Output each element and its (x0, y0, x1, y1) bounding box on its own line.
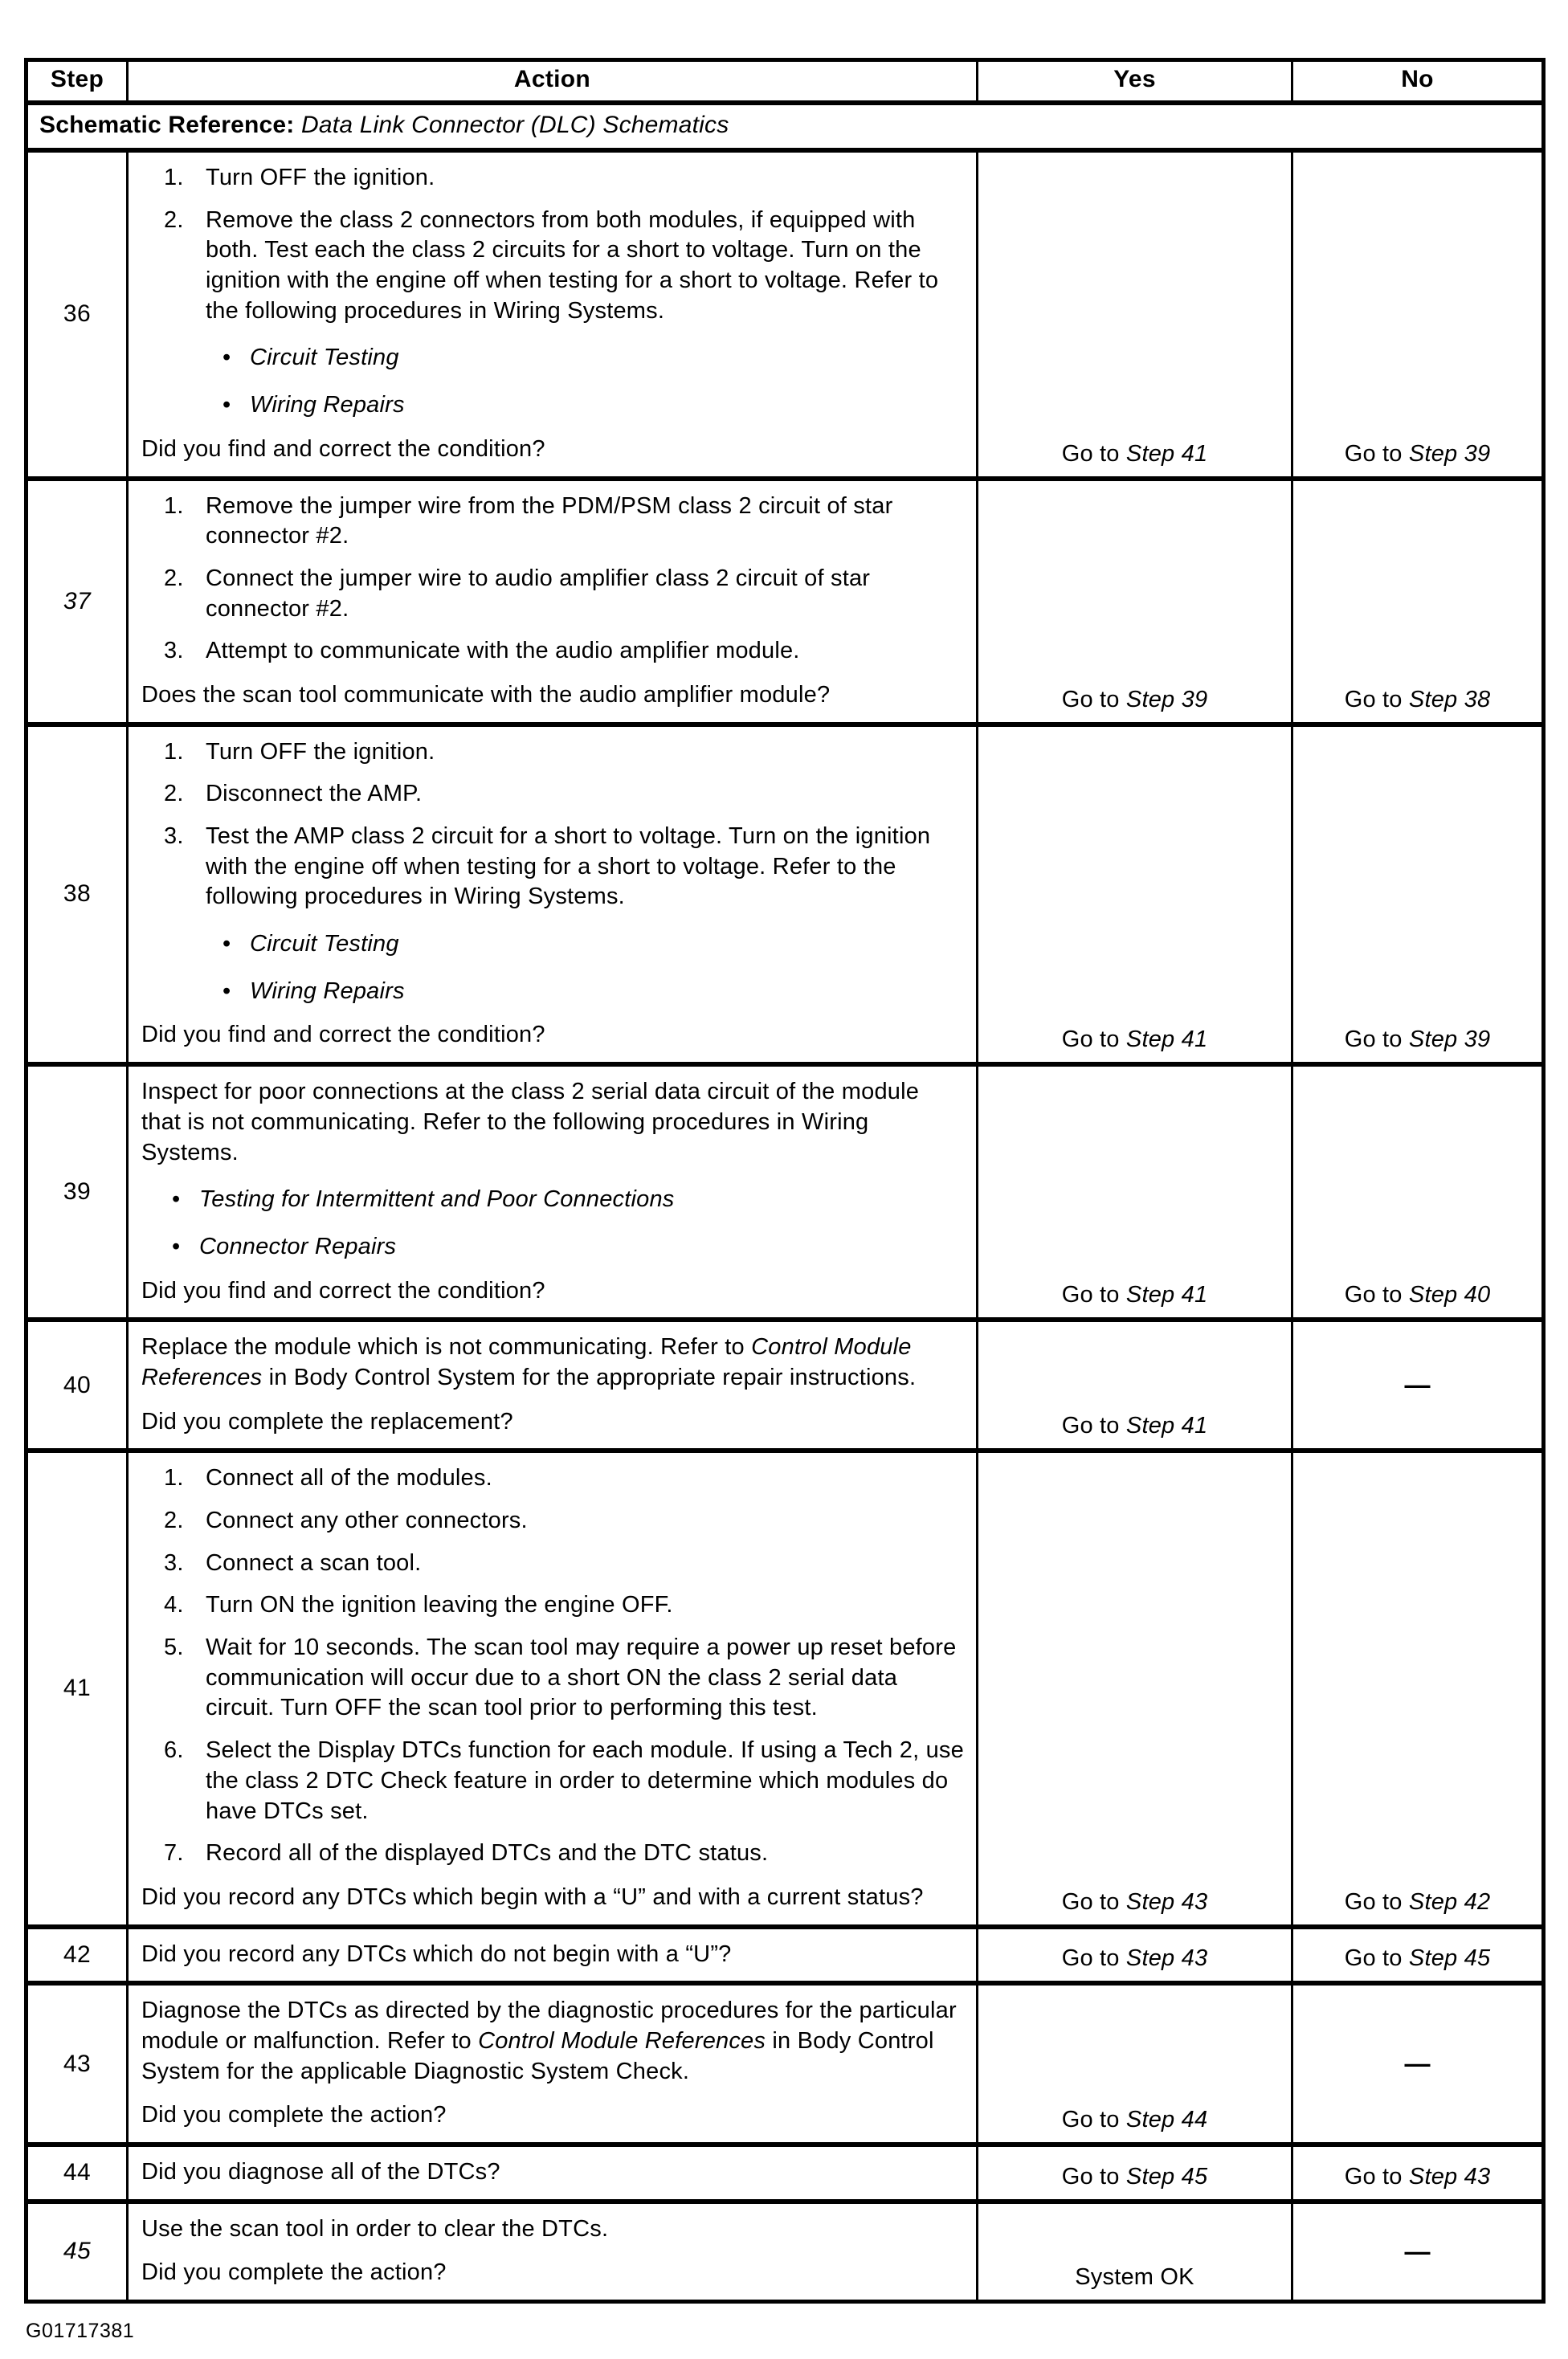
action-cell (126, 1067, 976, 1317)
step-number: 44 (63, 2159, 92, 2186)
item-number: 2. (164, 565, 184, 591)
yes-cell (976, 1453, 1291, 1924)
question-text: Did you record any DTCs which do not begin with a “U”? (141, 1941, 732, 1967)
goto-target: Step 41 (1125, 1282, 1208, 1308)
goto-target: Step 39 (1408, 440, 1491, 467)
item-number: 7. (164, 1840, 184, 1867)
goto-text (1062, 687, 1208, 713)
goto-target: Step 41 (1125, 1413, 1208, 1439)
action-text-reference: Control Module References (478, 2027, 766, 2054)
goto-prefix: Go to (1344, 1945, 1403, 1972)
header-row (28, 62, 1541, 100)
goto-text (1345, 441, 1491, 467)
yes-cell (976, 153, 1291, 476)
item-number: 2. (164, 781, 184, 807)
bullet-item (141, 1232, 968, 1263)
item-text: Remove the class 2 connectors from both modules, if equipped with both. Test each the class 2 circuits for a short to voltage. Turn on the ignition with the engine off when testing for a short to voltage. Refer to the following procedures in Wiring Systems. (206, 206, 939, 324)
no-cell (1291, 2204, 1541, 2300)
goto-text (1062, 2107, 1208, 2133)
bullet-icon: • (223, 345, 231, 371)
item-number: 1. (164, 165, 184, 190)
action-text: Inspect for poor connections at the class 2 serial data circuit of the module that is not communicating. Refer to the following procedures in Wiring Systems. (141, 1079, 920, 1165)
diagnostic-table (24, 58, 1546, 2304)
no-cell (1291, 1986, 1541, 2142)
action-item (141, 492, 968, 552)
goto-target: Step 45 (1125, 2163, 1208, 2190)
item-text: Connect the jumper wire to audio amplifier class 2 circuit of star connector #2. (206, 565, 871, 622)
item-text: Remove the jumper wire from the PDM/PSM class 2 circuit of star connector #2. (206, 492, 893, 549)
action-item (141, 1590, 968, 1621)
bullet-text: Testing for Intermittent and Poor Connections (199, 1186, 675, 1213)
action-cell (126, 2204, 976, 2300)
header-action: Action (126, 62, 976, 100)
goto-prefix: Go to (1344, 686, 1403, 712)
goto-target: Step 43 (1125, 1945, 1208, 1972)
action-item (141, 163, 968, 194)
bullet-icon: • (223, 392, 231, 418)
header-step: Step (50, 66, 104, 92)
goto-text (1345, 1889, 1491, 1916)
schematic-value: Data Link Connector (DLC) Schematics (301, 112, 729, 138)
item-number: 3. (164, 1549, 184, 1576)
yes-cell (976, 727, 1291, 1063)
goto-prefix: Go to (1061, 2107, 1120, 2132)
no-cell (1291, 1453, 1541, 1924)
action-text-reference: Control Module References (141, 1334, 912, 1390)
goto-target: Step 42 (1408, 1888, 1491, 1915)
header-no: No (1291, 62, 1541, 100)
question-text: Did you find and correct the condition? (141, 435, 545, 462)
goto-prefix: Go to (1061, 1413, 1120, 1439)
no-cell (1291, 1929, 1541, 1981)
question-text: Did you complete the action? (141, 2102, 447, 2128)
item-number: 2. (164, 206, 184, 233)
action-cell (126, 1986, 976, 2142)
question-text: Did you complete the action? (141, 2259, 447, 2286)
item-text: Select the Display DTCs function for each module. If using a Tech 2, use the class 2 DTC Check feature in order to determine which modules do have DTCs set. (206, 1737, 964, 1824)
action-item (141, 1736, 968, 1826)
goto-prefix: Go to (1344, 1888, 1403, 1915)
goto-prefix: Go to (1061, 1282, 1120, 1308)
goto-prefix: Go to (1061, 686, 1120, 712)
goto-text (1062, 1945, 1208, 1972)
row-step-43 (28, 1981, 1541, 2142)
goto-target: Step 39 (1408, 1026, 1491, 1053)
schematic-reference-row (28, 100, 1541, 148)
goto-text (1345, 687, 1491, 713)
action-item (141, 1506, 968, 1537)
item-text: Wait for 10 seconds. The scan tool may require a power up reset before communication will occur due to a short ON the class 2 serial data circuit. Turn OFF the scan tool prior to performing this test. (206, 1635, 957, 1721)
row-step-42 (28, 1924, 1541, 1981)
goto-target: Step 45 (1408, 1945, 1491, 1972)
row-step-44 (28, 2142, 1541, 2199)
question-text: Did you complete the replacement? (141, 1408, 513, 1435)
goto-text (1062, 1026, 1208, 1053)
bullet-icon: • (172, 1186, 181, 1213)
item-number: 1. (164, 1465, 184, 1492)
question-text: Did you find and correct the condition? (141, 1022, 545, 1048)
goto-text (1345, 1945, 1491, 1972)
item-text: Record all of the displayed DTCs and the DTC status. (206, 1840, 769, 1867)
question-text: Did you diagnose all of the DTCs? (141, 2159, 500, 2185)
yes-cell (976, 1067, 1291, 1317)
schematic-reference (28, 105, 1541, 148)
action-text-post: in Body Control System for the appropriate repair instructions. (268, 1364, 917, 1390)
item-number: 2. (164, 1508, 184, 1533)
bullet-icon: • (223, 977, 231, 1004)
bullet-text: Connector Repairs (199, 1233, 397, 1259)
bullet-item (141, 343, 968, 373)
goto-target: Step 44 (1125, 2107, 1208, 2132)
action-text (141, 1996, 968, 2087)
goto-text (1345, 2164, 1491, 2190)
step-number: 42 (63, 1941, 92, 1968)
goto-text (1062, 2164, 1208, 2190)
item-text: Attempt to communicate with the audio amplifier module. (206, 638, 800, 664)
goto-text (1062, 441, 1208, 467)
step-number: 41 (63, 1675, 92, 1702)
bullet-text: Wiring Repairs (250, 392, 405, 418)
goto-text (1345, 1026, 1491, 1053)
question-text: Did you record any DTCs which begin with a “U” and with a current status? (141, 1884, 924, 1910)
question-text: Does the scan tool communicate with the audio amplifier module? (141, 681, 831, 708)
dash: — (1404, 2049, 1431, 2079)
goto-prefix: Go to (1344, 2163, 1403, 2190)
goto-prefix: Go to (1344, 440, 1403, 467)
bullet-item (141, 929, 968, 960)
row-step-37 (28, 476, 1541, 722)
action-text-pre: Replace the module which is not communicating. Refer to (141, 1334, 745, 1361)
dash: — (1404, 2236, 1431, 2266)
action-cell (126, 1453, 976, 1924)
yes-cell (976, 2147, 1291, 2199)
action-cell (126, 481, 976, 722)
bullet-text: Circuit Testing (250, 931, 399, 957)
bullet-text: Wiring Repairs (250, 977, 405, 1004)
row-step-38 (28, 722, 1541, 1063)
step-number: 40 (63, 1371, 92, 1398)
item-number: 4. (164, 1592, 184, 1618)
dash: — (1404, 1370, 1431, 1400)
question-text: Did you find and correct the condition? (141, 1277, 545, 1304)
action-item (141, 737, 968, 768)
action-item (141, 1549, 968, 1579)
item-text: Test the AMP class 2 circuit for a short to voltage. Turn on the ignition with the engine off when testing for a short to voltage. Refer to the following procedures in Wiring Systems. (206, 823, 931, 910)
goto-target: Step 43 (1125, 1888, 1208, 1915)
result-text (1075, 2264, 1194, 2291)
no-cell (1291, 481, 1541, 722)
item-text: Disconnect the AMP. (206, 781, 423, 807)
action-item (141, 564, 968, 624)
action-text-pre: Diagnose the DTCs as directed by the diagnostic procedures for the particular module or malfunction. Refer to (141, 1998, 957, 2054)
bullet-icon: • (172, 1233, 181, 1259)
item-text: Turn ON the ignition leaving the engine OFF. (206, 1592, 673, 1618)
yes-cell (976, 1986, 1291, 2142)
no-cell (1291, 1322, 1541, 1448)
goto-prefix: Go to (1061, 2163, 1120, 2190)
item-text: Connect a scan tool. (206, 1549, 422, 1576)
action-item (141, 1839, 968, 1869)
action-item (141, 822, 968, 912)
item-text: Connect all of the modules. (206, 1465, 492, 1492)
action-item (141, 1633, 968, 1724)
system-ok-text: System OK (1075, 2264, 1194, 2291)
item-text: Turn OFF the ignition. (206, 165, 435, 190)
bullet-icon: • (223, 931, 231, 957)
item-number: 5. (164, 1635, 184, 1661)
item-number: 1. (164, 492, 184, 519)
row-step-45 (28, 2199, 1541, 2300)
step-number: 39 (63, 1178, 92, 1206)
action-cell (126, 1929, 976, 1981)
header-yes: Yes (976, 62, 1291, 100)
goto-target: Step 41 (1125, 440, 1208, 467)
goto-text (1345, 1282, 1491, 1308)
item-number: 3. (164, 638, 184, 664)
action-item (141, 779, 968, 810)
item-number: 1. (164, 738, 184, 765)
goto-text (1062, 1413, 1208, 1439)
goto-prefix: Go to (1344, 1026, 1403, 1053)
goto-prefix: Go to (1061, 440, 1120, 467)
item-text: Connect any other connectors. (206, 1508, 528, 1533)
goto-text (1062, 1282, 1208, 1308)
row-step-36 (28, 148, 1541, 476)
goto-prefix: Go to (1061, 1026, 1120, 1053)
goto-target: Step 39 (1125, 686, 1208, 712)
bullet-text: Circuit Testing (250, 345, 399, 371)
goto-text (1062, 1889, 1208, 1916)
step-number: 38 (63, 880, 92, 908)
yes-cell (976, 2204, 1291, 2300)
row-step-40 (28, 1317, 1541, 1448)
bullet-item (141, 1185, 968, 1215)
action-cell (126, 153, 976, 476)
schematic-label: Schematic Reference: (39, 112, 295, 138)
action-text: Use the scan tool in order to clear the DTCs. (141, 2215, 609, 2242)
item-number: 6. (164, 1737, 184, 1764)
yes-cell (976, 1929, 1291, 1981)
row-step-41 (28, 1448, 1541, 1924)
no-cell (1291, 153, 1541, 476)
goto-target: Step 41 (1125, 1026, 1208, 1053)
goto-target: Step 38 (1408, 686, 1491, 712)
bullet-item (141, 977, 968, 1007)
yes-cell (976, 1322, 1291, 1448)
goto-target: Step 40 (1408, 1282, 1491, 1308)
step-number: 36 (63, 300, 92, 328)
figure-code: G01717381 (26, 2320, 135, 2343)
action-text (141, 1333, 968, 1393)
action-cell (126, 1322, 976, 1448)
yes-cell (976, 481, 1291, 722)
action-text-post: in Body Control System for the applicable Diagnostic System Check. (141, 2027, 934, 2084)
no-cell (1291, 1067, 1541, 1317)
goto-prefix: Go to (1061, 1945, 1120, 1972)
action-item (141, 1463, 968, 1494)
action-item (141, 206, 968, 327)
item-text: Turn OFF the ignition. (206, 738, 435, 765)
goto-prefix: Go to (1344, 1282, 1403, 1308)
action-cell (126, 727, 976, 1063)
no-cell (1291, 727, 1541, 1063)
goto-prefix: Go to (1061, 1888, 1120, 1915)
bullet-item (141, 390, 968, 421)
row-step-39 (28, 1062, 1541, 1317)
no-cell (1291, 2147, 1541, 2199)
item-number: 3. (164, 823, 184, 849)
action-item (141, 636, 968, 667)
step-number: 37 (63, 587, 92, 614)
step-number: 43 (63, 2050, 92, 2077)
goto-target: Step 43 (1408, 2163, 1491, 2190)
action-cell (126, 2147, 976, 2199)
step-number: 45 (63, 2238, 92, 2265)
